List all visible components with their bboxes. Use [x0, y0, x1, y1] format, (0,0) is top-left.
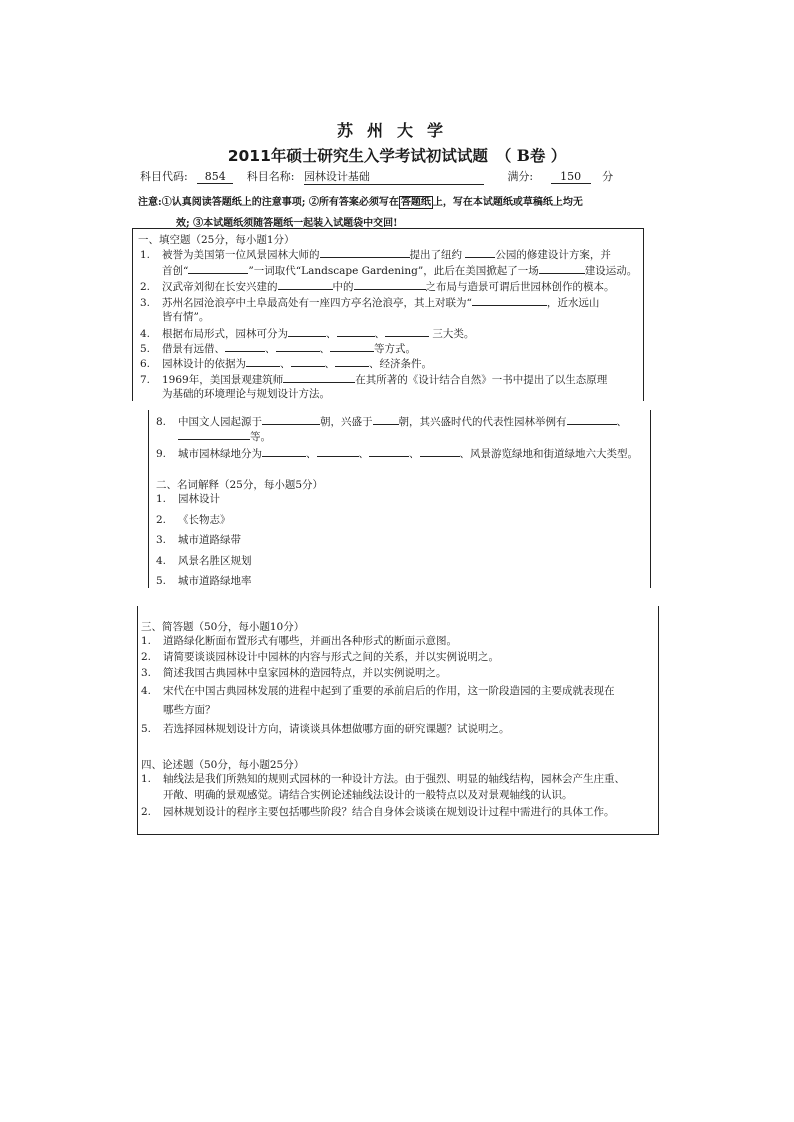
full-score-label: 满分:: [507, 170, 534, 183]
fill-question-1: 1. 被誉为美国第一位风景园林大师的 提出了纽约 公园的修建设计方案，并: [140, 249, 611, 261]
fill-question-5: 5. 借景有远借、 、 、 等方式。: [140, 343, 416, 355]
short-answer-2: 2. 请简要谈谈园林设计中园林的内容与形式之间的关系，并以实例说明之。: [141, 651, 499, 663]
blank: [420, 446, 460, 457]
blank: [246, 356, 280, 367]
subject-meta: [140, 168, 613, 185]
exam-volume: （ B卷 ）: [495, 146, 567, 165]
section4-title: 四、论述题（50分，每小题25分）: [141, 759, 305, 771]
short-answer-5: 5. 若选择园林规划设计方向，请谈谈具体想做哪方面的研究课题？试说明之。: [141, 723, 510, 735]
section1-title: 一、填空题（25分，每小题1分）: [138, 234, 295, 246]
fill-question-6: 6. 园林设计的依据为 、 、 、经济条件。: [140, 358, 432, 370]
blank: [276, 341, 320, 352]
short-answer-3: 3. 简述我国古典园林中皇家园林的造园特点，并以实例说明之。: [141, 667, 447, 679]
fill-question-7-line2: 为基础的环境理论与规划设计方法。: [162, 388, 330, 400]
fill-question-3-line2: 皆有情”。: [162, 311, 210, 323]
term-item-5: 5. 城市道路绿地率: [156, 575, 252, 587]
notice-text-b: 上，写在本试题纸或草稿纸上均无: [432, 197, 583, 208]
blank: [337, 326, 375, 337]
fill-question-4: 4. 根据布局形式，园林可分为 、 、 三大类。: [140, 328, 475, 340]
blank: [320, 247, 410, 258]
fill-question-8-line2: 等。: [178, 429, 271, 444]
notice-line-2: 效; ③本试题纸须随答题纸一起装入试题袋中交回!: [176, 218, 398, 229]
blank: [539, 263, 585, 274]
subject-code: 854: [197, 170, 233, 184]
section2-title: 二、名词解释（25分，每小题5分）: [156, 479, 324, 491]
blank: [335, 356, 369, 367]
term-item-1: 1. 园林设计: [156, 493, 220, 505]
blank: [317, 446, 359, 457]
fill-question-7: 7. 1969年，美国景观建筑师 在其所著的《设计结合自然》一书中提出了以生态原理: [140, 374, 608, 386]
answer-sheet-boxed: 答题纸: [400, 197, 431, 208]
fill-question-3: 3. 苏州名园沧浪亭中土阜最高处有一座四方亭名沧浪亭，其上对联为“ ，近水远山: [140, 297, 600, 309]
blank: [288, 326, 326, 337]
blank: [291, 356, 325, 367]
blank: [373, 414, 399, 425]
fill-question-8: 8. 中国文人园起源于 朝，兴盛于 朝，其兴盛时代的代表性园林举例有 、: [156, 416, 627, 428]
blank: [567, 414, 617, 425]
short-answer-1: 1. 道路绿化断面布置形式有哪些，并画出各种形式的断面示意图。: [141, 635, 457, 647]
term-item-2: 2. 《长物志》: [156, 514, 231, 526]
blank: [262, 446, 306, 457]
subject-name: 园林设计基础: [304, 168, 484, 185]
notice-label: 注意:: [138, 197, 162, 208]
blank: [330, 341, 374, 352]
blank: [465, 247, 495, 258]
short-answer-4: 4. 宋代在中国古典园林发展的进程中起到了重要的承前启后的作用，这一阶段造园的主要成就表现在: [141, 685, 615, 697]
blank: [369, 446, 409, 457]
term-item-3: 3. 城市道路绿带: [156, 534, 241, 546]
score-unit: 分: [602, 170, 614, 183]
blank: [178, 429, 250, 440]
blank: [354, 279, 426, 290]
fill-question-1-line2: 首创“ ”一词取代“Landscape Gardening”，此后在美国掀起了一场 建设运动。: [162, 265, 638, 277]
fill-question-9: 9. 城市园林绿地分为 、 、 、 、风景游览绿地和街道绿地六大类型。: [156, 448, 638, 460]
blank: [278, 279, 333, 290]
essay-question-2: 2. 园林规划设计的程序主要包括哪些阶段？结合自身体会谈谈在规划设计过程中需进行的具体工作。: [141, 806, 615, 818]
notice-line-1: [138, 193, 583, 208]
essay-question-1-line2: 开敞、明确的景观感觉。请结合实例论述轴线法设计的一般特点以及对景观轴线的认识。: [163, 789, 573, 801]
exam-title: [0, 144, 794, 166]
university-name: 苏州大学: [336, 121, 457, 140]
blank: [472, 295, 547, 306]
term-item-4: 4. 风景名胜区规划: [156, 555, 252, 567]
subject-code-label: 科目代码:: [140, 170, 188, 183]
blank: [225, 341, 265, 352]
blank: [283, 372, 355, 383]
subject-name-label: 科目名称:: [246, 170, 295, 183]
blank: [385, 326, 429, 337]
short-answer-4-line2: 哪些方面？: [163, 704, 216, 716]
essay-question-1: 1. 轴线法是我们所熟知的规则式园林的一种设计方法。由于强烈、明显的轴线结构，园林会产生庄重、: [141, 773, 625, 785]
fill-question-2: 2. 汉武帝刘彻在长安兴建的 中的 之布局与造景可谓后世园林创作的模本。: [140, 281, 615, 293]
notice-text-a: ①认真阅读答题纸上的注意事项; ②所有答案必须写在: [161, 197, 399, 208]
full-score: 150: [551, 170, 591, 184]
blank: [188, 263, 248, 274]
blank: [262, 414, 320, 425]
exam-title-text: 2011年硕士研究生入学考试初试试题: [227, 147, 488, 165]
section3-title: 三、简答题（50分，每小题10分）: [141, 621, 305, 633]
